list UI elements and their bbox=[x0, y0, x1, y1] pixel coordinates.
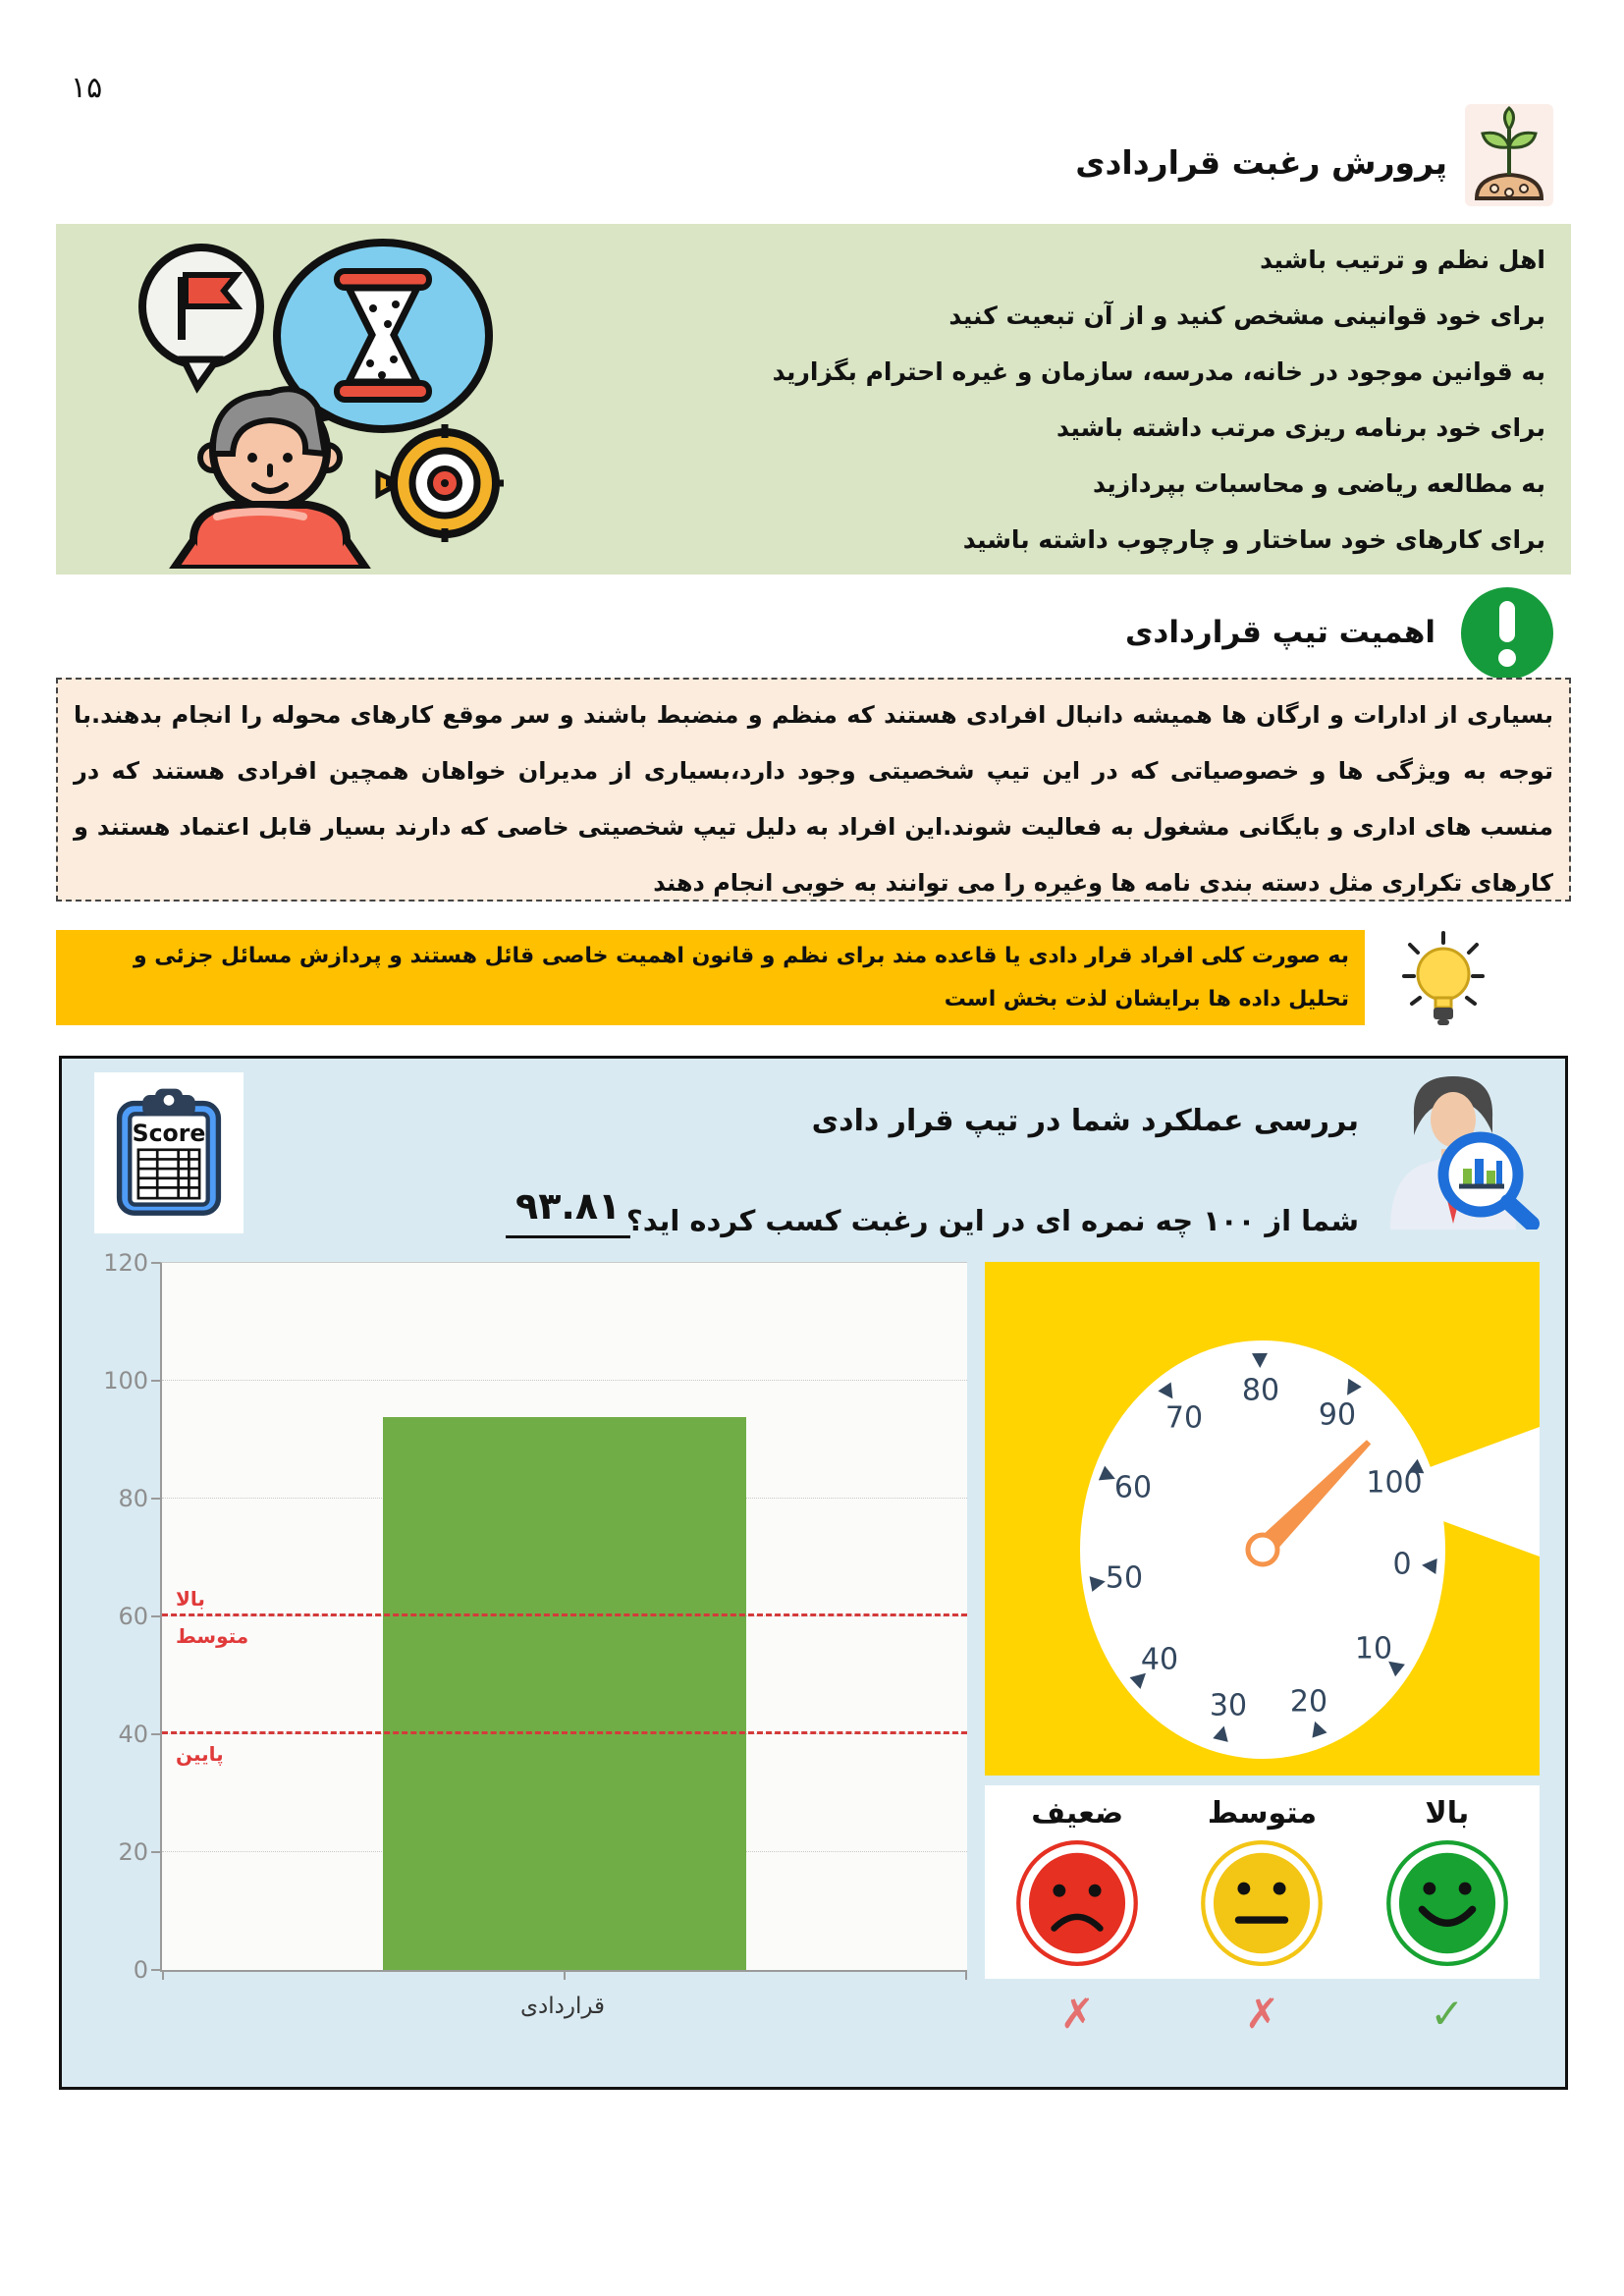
gauge-tick-label: 60 bbox=[1113, 1470, 1153, 1505]
page-number: ۱۵ bbox=[71, 71, 103, 105]
sprout-icon bbox=[1465, 104, 1553, 206]
importance-body: بسیاری از ادارات و ارگان ها همیشه دانبال افرادی هستند که منظم و منضبط باشند و سر موقع کارهای محوله را انجام بدهند.با توجه به ویژگی ها و خصوصیاتی که در این تیپ شخصیتی وجود دارد،بسیاری از مدیران خواهان همچین افرادی هستند که در منسب های اداری و بایگانی مشغول به فعالیت شوند.این افراد به دلیل تیپ شخصیتی خاصی که دارند بسیار قابل اعتماد هستند و کارهای تکراری مثل دسته بندی نامه ها وغیره را می توانند به خوبی انجام دهند bbox=[74, 701, 1553, 897]
rating-label: متوسط bbox=[1207, 1796, 1318, 1831]
gauge-box bbox=[985, 1262, 1540, 1776]
develop-box bbox=[56, 224, 1571, 574]
bar bbox=[383, 1417, 746, 1970]
score-card-label: Score bbox=[132, 1120, 206, 1148]
x-tick bbox=[564, 1972, 566, 1980]
gauge-tick-label: 50 bbox=[1105, 1560, 1144, 1596]
list-item: برای خود برنامه ریزی مرتب داشته باشید bbox=[1056, 413, 1545, 442]
happy-face-icon bbox=[1384, 1836, 1510, 1970]
gauge-tick-label: 20 bbox=[1289, 1684, 1328, 1720]
performance-title: بررسی عملکرد شما در تیپ قرار دادی bbox=[811, 1104, 1359, 1138]
develop-list bbox=[527, 232, 1545, 568]
rating-high bbox=[1355, 1785, 1540, 1979]
check-mark-icon: ✓ bbox=[1430, 1990, 1465, 2038]
gridline bbox=[162, 1380, 967, 1381]
ref-line bbox=[162, 1587, 967, 1648]
lightbulb-icon bbox=[1398, 931, 1489, 1025]
ref-label-high: بالا bbox=[176, 1587, 205, 1611]
x-tick bbox=[162, 1972, 164, 1980]
gauge-tick-label: 80 bbox=[1241, 1373, 1280, 1408]
list-item: اهل نظم و ترتیب باشید bbox=[1260, 246, 1545, 274]
list-item: به مطالعه ریاضی و محاسبات بپردازید bbox=[1092, 469, 1545, 498]
ref-line bbox=[162, 1731, 967, 1766]
gauge-tick-label: 40 bbox=[1140, 1642, 1179, 1677]
gauge-tick-label: 0 bbox=[1392, 1547, 1412, 1582]
person-planning-illustration bbox=[83, 230, 515, 573]
neutral-face-icon bbox=[1199, 1836, 1325, 1970]
rating-medium bbox=[1169, 1785, 1354, 1979]
gauge-tick-label: 100 bbox=[1366, 1465, 1423, 1501]
y-tick: 100 bbox=[89, 1366, 148, 1395]
rating-label: ضعیف bbox=[1031, 1796, 1124, 1831]
score-card bbox=[94, 1072, 244, 1233]
x-mark-icon: ✗ bbox=[1244, 1990, 1280, 2038]
gauge-tick-label: 90 bbox=[1318, 1397, 1357, 1433]
gauge-tick-label: 70 bbox=[1164, 1400, 1204, 1436]
gauge-hub bbox=[1248, 1535, 1277, 1564]
rating-card bbox=[985, 1785, 1540, 1979]
section-importance-title: اهمیت تیپ قراردادی bbox=[1125, 615, 1435, 650]
sad-face-icon bbox=[1014, 1836, 1140, 1970]
list-item: برای کارهای خود ساختار و چارچوب داشته باشید bbox=[962, 525, 1545, 554]
y-tick: 60 bbox=[89, 1602, 148, 1631]
y-tick: 20 bbox=[89, 1837, 148, 1867]
y-tick: 0 bbox=[89, 1955, 148, 1985]
y-tick: 40 bbox=[89, 1720, 148, 1749]
bar-chart bbox=[103, 1249, 967, 1984]
list-item: به قوانین موجود در خانه، مدرسه، سازمان و غیره احترام بگزارید bbox=[772, 357, 1545, 386]
tip-box bbox=[56, 930, 1365, 1025]
importance-box bbox=[56, 678, 1571, 902]
rating-weak bbox=[985, 1785, 1169, 1979]
gauge-tick-label: 10 bbox=[1354, 1631, 1393, 1667]
exclamation-icon bbox=[1459, 585, 1555, 682]
list-item: برای خود قوانینی مشخص کنید و از آن تبعیت کنید bbox=[948, 301, 1545, 330]
rating-label: بالا bbox=[1425, 1796, 1470, 1831]
x-axis-label: قراردادی bbox=[519, 1994, 606, 2019]
y-tick: 120 bbox=[89, 1248, 148, 1278]
ref-label-low: پایین bbox=[176, 1742, 224, 1766]
rating-marks bbox=[985, 1990, 1540, 2038]
section-develop-title: پرورش رغبت قراردادی bbox=[1075, 143, 1447, 182]
x-mark-icon: ✗ bbox=[1059, 1990, 1095, 2038]
performance-panel bbox=[59, 1056, 1568, 2090]
ref-label-mid: متوسط bbox=[176, 1624, 249, 1648]
analyst-icon bbox=[1367, 1070, 1540, 1230]
x-tick bbox=[965, 1972, 967, 1980]
tip-text: به صورت کلی افراد قرار دادی یا قاعده مند برای نظم و قانون اهمیت خاصی قائل هستند و پردازش مسائل جزئی و تحلیل داده ها برایشان لذت بخش است bbox=[133, 944, 1349, 1011]
performance-score: ۹۳.۸۱ bbox=[506, 1184, 630, 1238]
y-tick: 80 bbox=[89, 1484, 148, 1513]
performance-question: شما از ۱۰۰ چه نمره ای در این رغبت کسب کرده اید؟ bbox=[625, 1204, 1359, 1237]
gauge-tick-label: 30 bbox=[1209, 1688, 1248, 1723]
